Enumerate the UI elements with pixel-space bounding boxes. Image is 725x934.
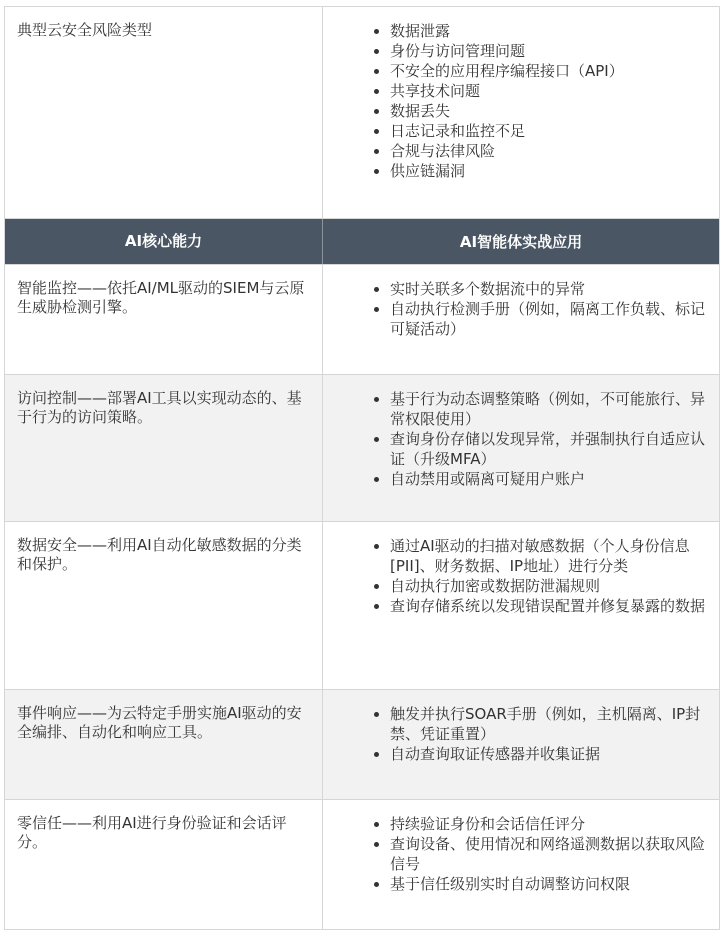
- capability-cell: [5, 690, 323, 799]
- capability-cell: [5, 800, 323, 929]
- application-list: [353, 389, 707, 489]
- application-list: [353, 704, 707, 764]
- application-cell: [323, 265, 719, 374]
- table-row: [5, 375, 719, 522]
- capability-text: 事件响应——为云特定手册实施AI驱动的安全编排、自动化和响应工具。: [17, 704, 302, 741]
- list-item: • 共享技术问题: [390, 81, 707, 101]
- header-col2: AI智能体实战应用: [323, 219, 719, 264]
- table-row: [5, 690, 719, 800]
- list-item: • 自动查询取证传感器并收集证据: [390, 744, 707, 764]
- capability-text: 数据安全——利用AI自动化敏感数据的分类和保护。: [17, 536, 302, 573]
- list-item: • 自动执行加密或数据防泄漏规则: [390, 576, 707, 596]
- capability-cell: [5, 522, 323, 689]
- application-cell: [323, 522, 719, 689]
- list-item: • 实时关联多个数据流中的异常: [390, 279, 707, 299]
- capability-cell: [5, 265, 323, 374]
- intro-label: 典型云安全风险类型: [17, 21, 153, 39]
- list-item: • 身份与访问管理问题: [390, 41, 707, 61]
- intro-label-cell: [5, 7, 323, 218]
- list-item: • 查询存储系统以发现错误配置并修复暴露的数据: [390, 596, 707, 616]
- list-item: • 自动禁用或隔离可疑用户账户: [390, 469, 707, 489]
- table-row: [5, 800, 719, 929]
- list-item: • 通过AI驱动的扫描对敏感数据（个人身份信息[PII]、财务数据、IP地址）进行分类: [390, 536, 707, 576]
- capability-text: 智能监控——依托AI/ML驱动的SIEM与云原生威胁检测引擎。: [17, 279, 305, 316]
- intro-row: [5, 7, 719, 219]
- application-cell: [323, 800, 719, 929]
- security-table: [4, 6, 720, 930]
- list-item: • 日志记录和监控不足: [390, 121, 707, 141]
- capability-text: 零信任——利用AI进行身份验证和会话评分。: [17, 814, 287, 851]
- risk-list: [353, 21, 707, 181]
- capability-text: 访问控制——部署AI工具以实现动态的、基于行为的访问策略。: [17, 389, 302, 426]
- list-item: • 查询设备、使用情况和网络遥测数据以获取风险信号: [390, 834, 707, 874]
- table-header: [5, 219, 719, 265]
- application-list: [353, 536, 707, 616]
- list-item: • 基于行为动态调整策略（例如，不可能旅行、异常权限使用）: [390, 389, 707, 429]
- table-row: [5, 265, 719, 375]
- list-item: • 持续验证身份和会话信任评分: [390, 814, 707, 834]
- list-item: • 数据泄露: [390, 21, 707, 41]
- list-item: • 查询身份存储以发现异常，并强制执行自适应认证（升级MFA）: [390, 429, 707, 469]
- capability-cell: [5, 375, 323, 521]
- application-list: [353, 279, 707, 339]
- list-item: • 供应链漏洞: [390, 161, 707, 181]
- list-item: • 基于信任级别实时自动调整访问权限: [390, 874, 707, 894]
- list-item: • 合规与法律风险: [390, 141, 707, 161]
- table-row: [5, 522, 719, 690]
- header-col1: AI核心能力: [5, 219, 323, 264]
- application-cell: [323, 375, 719, 521]
- application-cell: [323, 690, 719, 799]
- intro-list-cell: [323, 7, 719, 218]
- list-item: • 自动执行检测手册（例如，隔离工作负载、标记可疑活动）: [390, 299, 707, 339]
- list-item: • 数据丢失: [390, 101, 707, 121]
- list-item: • 不安全的应用程序编程接口（API）: [390, 61, 707, 81]
- application-list: [353, 814, 707, 894]
- list-item: • 触发并执行SOAR手册（例如，主机隔离、IP封禁、凭证重置）: [390, 704, 707, 744]
